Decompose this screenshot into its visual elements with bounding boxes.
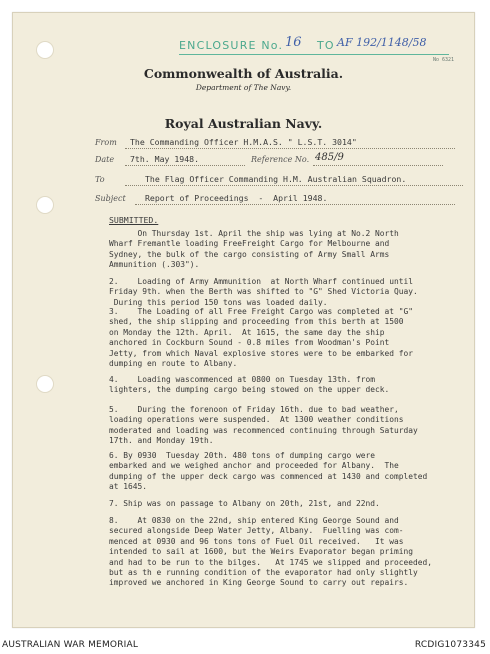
- from-value: The Commanding Officer H.M.A.S. " L.S.T. 3014": [130, 137, 357, 147]
- punch-hole-middle: [36, 196, 54, 214]
- paragraph-7: 7. Ship was on passage to Albany on 20th, 21st, and 22nd.: [109, 499, 380, 508]
- reference-value: 485/9: [315, 152, 344, 163]
- to-label: To: [95, 175, 105, 184]
- to-dotted-line: [125, 185, 463, 186]
- reference-dotted-line: [313, 165, 443, 166]
- archive-credit: AUSTRALIAN WAR MEMORIAL: [2, 640, 139, 650]
- date-label: Date: [95, 155, 115, 164]
- punch-hole-top: [36, 41, 54, 59]
- to-value: The Flag Officer Commanding H.M. Australian Squadron.: [145, 174, 407, 184]
- reference-label: Reference No.: [251, 155, 310, 164]
- stamp-underline: [179, 54, 449, 55]
- subject-value: Report of Proceedings - April 1948.: [145, 193, 328, 203]
- subject-label: Subject: [95, 194, 126, 203]
- organisation-heading: Commonwealth of Australia.: [143, 66, 344, 81]
- paragraph-8: 8. At 0830 on the 22nd, ship entered King George Sound and secured alongside Deep Water Jetty, Albany. Fuelling was com- menced at 0930 and 96 tons tons of Fuel Oil received. It was intended to sail at 1600, but the Weirs Evaporator began priming and had to be run to the bilges. At 1745 we slipped and proceeded, but as th e running condition of the evaporator had only slightly improved we anchored in King George Sound to carry out repairs.: [109, 516, 433, 588]
- archive-record-id: RCDIG1073345: [414, 640, 486, 650]
- paragraph-3: 3. The Loading of all Free Freight Cargo was completed at "G" shed, the ship slipping and proceeding from this berth at 1500 on Monday the 12th. April. At 1615, the same day the ship anchored in Cockburn Sound - 0.8 miles from Woodman's Point Jetty, from which Naval explosive stores were to be embarked for dumping en route to Albany.: [109, 307, 414, 369]
- paragraph-2: 2. Loading of Army Ammunition at North Wharf continued until Friday 9th. when the Berth was shifted to "G" Shed Victoria Quay. During this period 150 tons was loaded daily.: [109, 277, 418, 307]
- paragraph-1: On Thursday 1st. April the ship was lying at No.2 North Wharf Fremantle loading FreeFreight Cargo for Melbourne and Sydney, the bulk of the cargo consisting of Army Small Arms Ammunition (.303").: [109, 229, 399, 270]
- enclosure-label: ENCLOSURE No.: [179, 39, 284, 52]
- enclosure-to-label: TO: [317, 39, 335, 52]
- service-heading: Royal Australian Navy.: [164, 116, 323, 131]
- document-page: [12, 12, 475, 628]
- enclosure-number: 16: [285, 35, 302, 50]
- enclosure-stamp: [179, 37, 455, 53]
- file-reference: AF 192/1148/58: [337, 36, 427, 49]
- from-label: From: [95, 138, 117, 147]
- punch-hole-bottom: [36, 375, 54, 393]
- date-dotted-line: [125, 165, 245, 166]
- paragraph-5: 5. During the forenoon of Friday 16th. due to bad weather, loading operations were suspended. At 1300 weather conditions moderated and loading was recommenced continuing through Saturday 17th. and Monday 19th.: [109, 405, 418, 446]
- department-subheading: Department of The Navy.: [195, 83, 292, 92]
- submitted-heading: SUBMITTED.: [109, 215, 159, 225]
- stamp-serial: No 6321: [433, 57, 455, 63]
- paragraph-4: 4. Loading wascommenced at 0800 on Tuesday 13th. from lighters, the dumping cargo being stowed on the upper deck.: [109, 375, 390, 395]
- paragraph-6: 6. By 0930 Tuesday 20th. 480 tons of dumping cargo were embarked and we weighed anchor and proceeded for Albany. The dumping of the upper deck cargo was commenced at 1430 and completed at 1645.: [109, 451, 428, 492]
- date-value: 7th. May 1948.: [130, 154, 200, 164]
- from-dotted-line: [125, 148, 455, 149]
- subject-dotted-line: [135, 204, 455, 205]
